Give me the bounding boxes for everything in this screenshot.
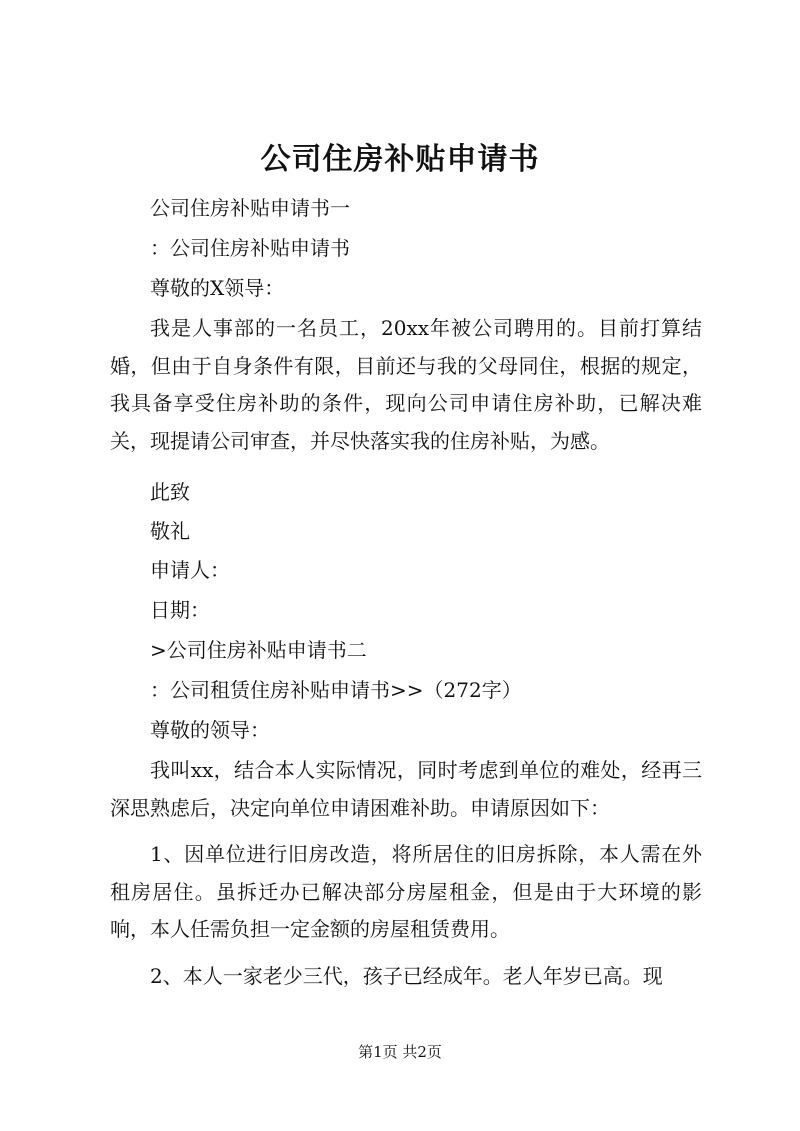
closing-jingli: 敬礼	[150, 519, 190, 543]
body-paragraph-2: 我叫xx，结合本人实际情况，同时考虑到单位的难处，经再三深思熟虑后，决定向单位申请困难补助。申请原因如下：	[110, 758, 702, 820]
subtitle-line-2: ：公司租赁住房补贴申请书>>（272字）	[150, 678, 522, 702]
salutation-2: 尊敬的领导：	[150, 718, 270, 742]
applicant-label: 申请人：	[150, 558, 230, 582]
salutation-1: 尊敬的X领导：	[150, 276, 285, 300]
section-heading-2: >公司住房补贴申请书二	[150, 638, 367, 662]
date-label: 日期：	[150, 598, 210, 622]
page-footer: 第1页 共2页	[358, 1043, 442, 1061]
closing-cizhi: 此致	[150, 480, 190, 504]
body-paragraph-4: 2、本人一家老少三代，孩子已经成年。老人年岁已高。现	[150, 964, 663, 988]
subtitle-line-1: ：公司住房补贴申请书	[150, 236, 350, 260]
body-paragraph-1: 我是人事部的一名员工，20xx年被公司聘用的。目前打算结婚，但由于自身条件有限，目前还与我的父母同住，根据的规定，我具备享受住房补助的条件，现向公司申请住房补助，已解决难关，现提请公司审查，并尽快落实我的住房补贴，为感。	[110, 316, 702, 453]
section-heading-1: 公司住房补贴申请书一	[150, 196, 350, 220]
body-paragraph-3: 1、因单位进行旧房改造，将所居住的旧房拆除，本人需在外租房居住。虽拆迁办已解决部分房屋租金，但是由于大环境的影响，本人任需负担一定金额的房屋租赁费用。	[110, 842, 702, 941]
document-title: 公司住房补贴申请书	[260, 142, 540, 177]
